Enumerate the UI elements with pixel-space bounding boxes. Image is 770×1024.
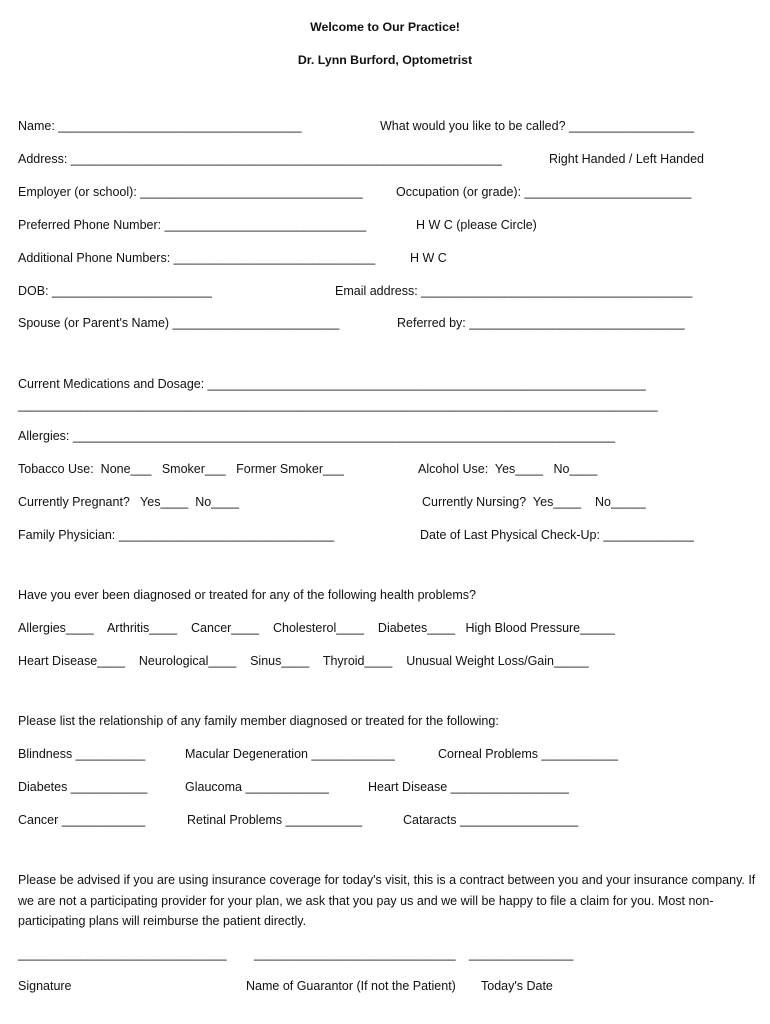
additional-phone-field[interactable]: Additional Phone Numbers: _____________________________ xyxy=(18,251,376,265)
family-blindness-field[interactable]: Blindness __________ xyxy=(18,747,146,761)
family-heart-disease-field[interactable]: Heart Disease _________________ xyxy=(368,780,569,794)
signature-label: Signature xyxy=(18,979,72,993)
alcohol-use[interactable]: Alcohol Use: Yes____ No____ xyxy=(418,462,598,476)
signature-line[interactable]: ______________________________ xyxy=(18,947,227,961)
referred-by-field[interactable]: Referred by: _______________________________ xyxy=(397,316,685,330)
allergies-field[interactable]: Allergies: ______________________________________________________________________________ xyxy=(18,429,616,443)
pregnant-field[interactable]: Currently Pregnant? Yes____ No____ xyxy=(18,495,239,509)
date-label: Today's Date xyxy=(481,979,553,993)
family-retinal-field[interactable]: Retinal Problems ___________ xyxy=(187,813,363,827)
health-conditions-row2[interactable]: Heart Disease____ Neurological____ Sinus____ Thyroid____ Unusual Weight Loss/Gain_____ xyxy=(18,654,589,668)
nursing-field[interactable]: Currently Nursing? Yes____ No_____ xyxy=(422,495,646,509)
guarantor-line[interactable]: _____________________________ xyxy=(254,947,456,961)
family-diabetes-field[interactable]: Diabetes ___________ xyxy=(18,780,148,794)
last-checkup-field[interactable]: Date of Last Physical Check-Up: _____________ xyxy=(420,528,694,542)
preferred-phone-type[interactable]: H W C (please Circle) xyxy=(416,218,537,232)
health-question: Have you ever been diagnosed or treated for any of the following health problems? xyxy=(18,588,476,602)
form-title: Welcome to Our Practice! xyxy=(310,20,460,34)
family-cataracts-field[interactable]: Cataracts _________________ xyxy=(403,813,579,827)
email-field[interactable]: Email address: _______________________________________ xyxy=(335,284,693,298)
health-conditions-row1[interactable]: Allergies____ Arthritis____ Cancer____ Cholesterol____ Diabetes____ High Blood Pressure_____ xyxy=(18,621,615,635)
family-corneal-field[interactable]: Corneal Problems ___________ xyxy=(438,747,618,761)
family-physician-field[interactable]: Family Physician: _______________________________ xyxy=(18,528,335,542)
occupation-field[interactable]: Occupation (or grade): ________________________ xyxy=(396,185,692,199)
preferred-phone-field[interactable]: Preferred Phone Number: _____________________________ xyxy=(18,218,367,232)
family-macular-field[interactable]: Macular Degeneration ____________ xyxy=(185,747,395,761)
tobacco-use[interactable]: Tobacco Use: None___ Smoker___ Former Smoker___ xyxy=(18,462,344,476)
employer-field[interactable]: Employer (or school): ________________________________ xyxy=(18,185,363,199)
guarantor-label: Name of Guarantor (If not the Patient) xyxy=(246,979,456,993)
spouse-field[interactable]: Spouse (or Parent's Name) ________________________ xyxy=(18,316,340,330)
family-history-question: Please list the relationship of any family member diagnosed or treated for the following: xyxy=(18,714,499,728)
dob-field[interactable]: DOB: _______________________ xyxy=(18,284,212,298)
name-field[interactable]: Name: ___________________________________ xyxy=(18,119,302,133)
date-line[interactable]: _______________ xyxy=(469,947,574,961)
medications-field[interactable]: Current Medications and Dosage: _______________________________________________________________ xyxy=(18,377,646,391)
family-glaucoma-field[interactable]: Glaucoma ____________ xyxy=(185,780,329,794)
family-cancer-field[interactable]: Cancer ____________ xyxy=(18,813,146,827)
address-field[interactable]: Address: ______________________________________________________________ xyxy=(18,152,502,166)
additional-phone-type[interactable]: H W C xyxy=(410,251,447,265)
medications-field-line2[interactable]: ____________________________________________________________________________________________ xyxy=(18,398,658,412)
handedness-choice[interactable]: Right Handed / Left Handed xyxy=(549,152,704,166)
nickname-field[interactable]: What would you like to be called? __________________ xyxy=(380,119,695,133)
insurance-notice: Please be advised if you are using insurance coverage for today's visit, this is a contract between you and your insurance company. If we are not a participating provider for your plan, we ask that you pay us and we will be happy to file a claim for you. Most non-participating plans will reimburse the patient directly. xyxy=(18,873,756,928)
form-subtitle: Dr. Lynn Burford, Optometrist xyxy=(297,53,473,67)
